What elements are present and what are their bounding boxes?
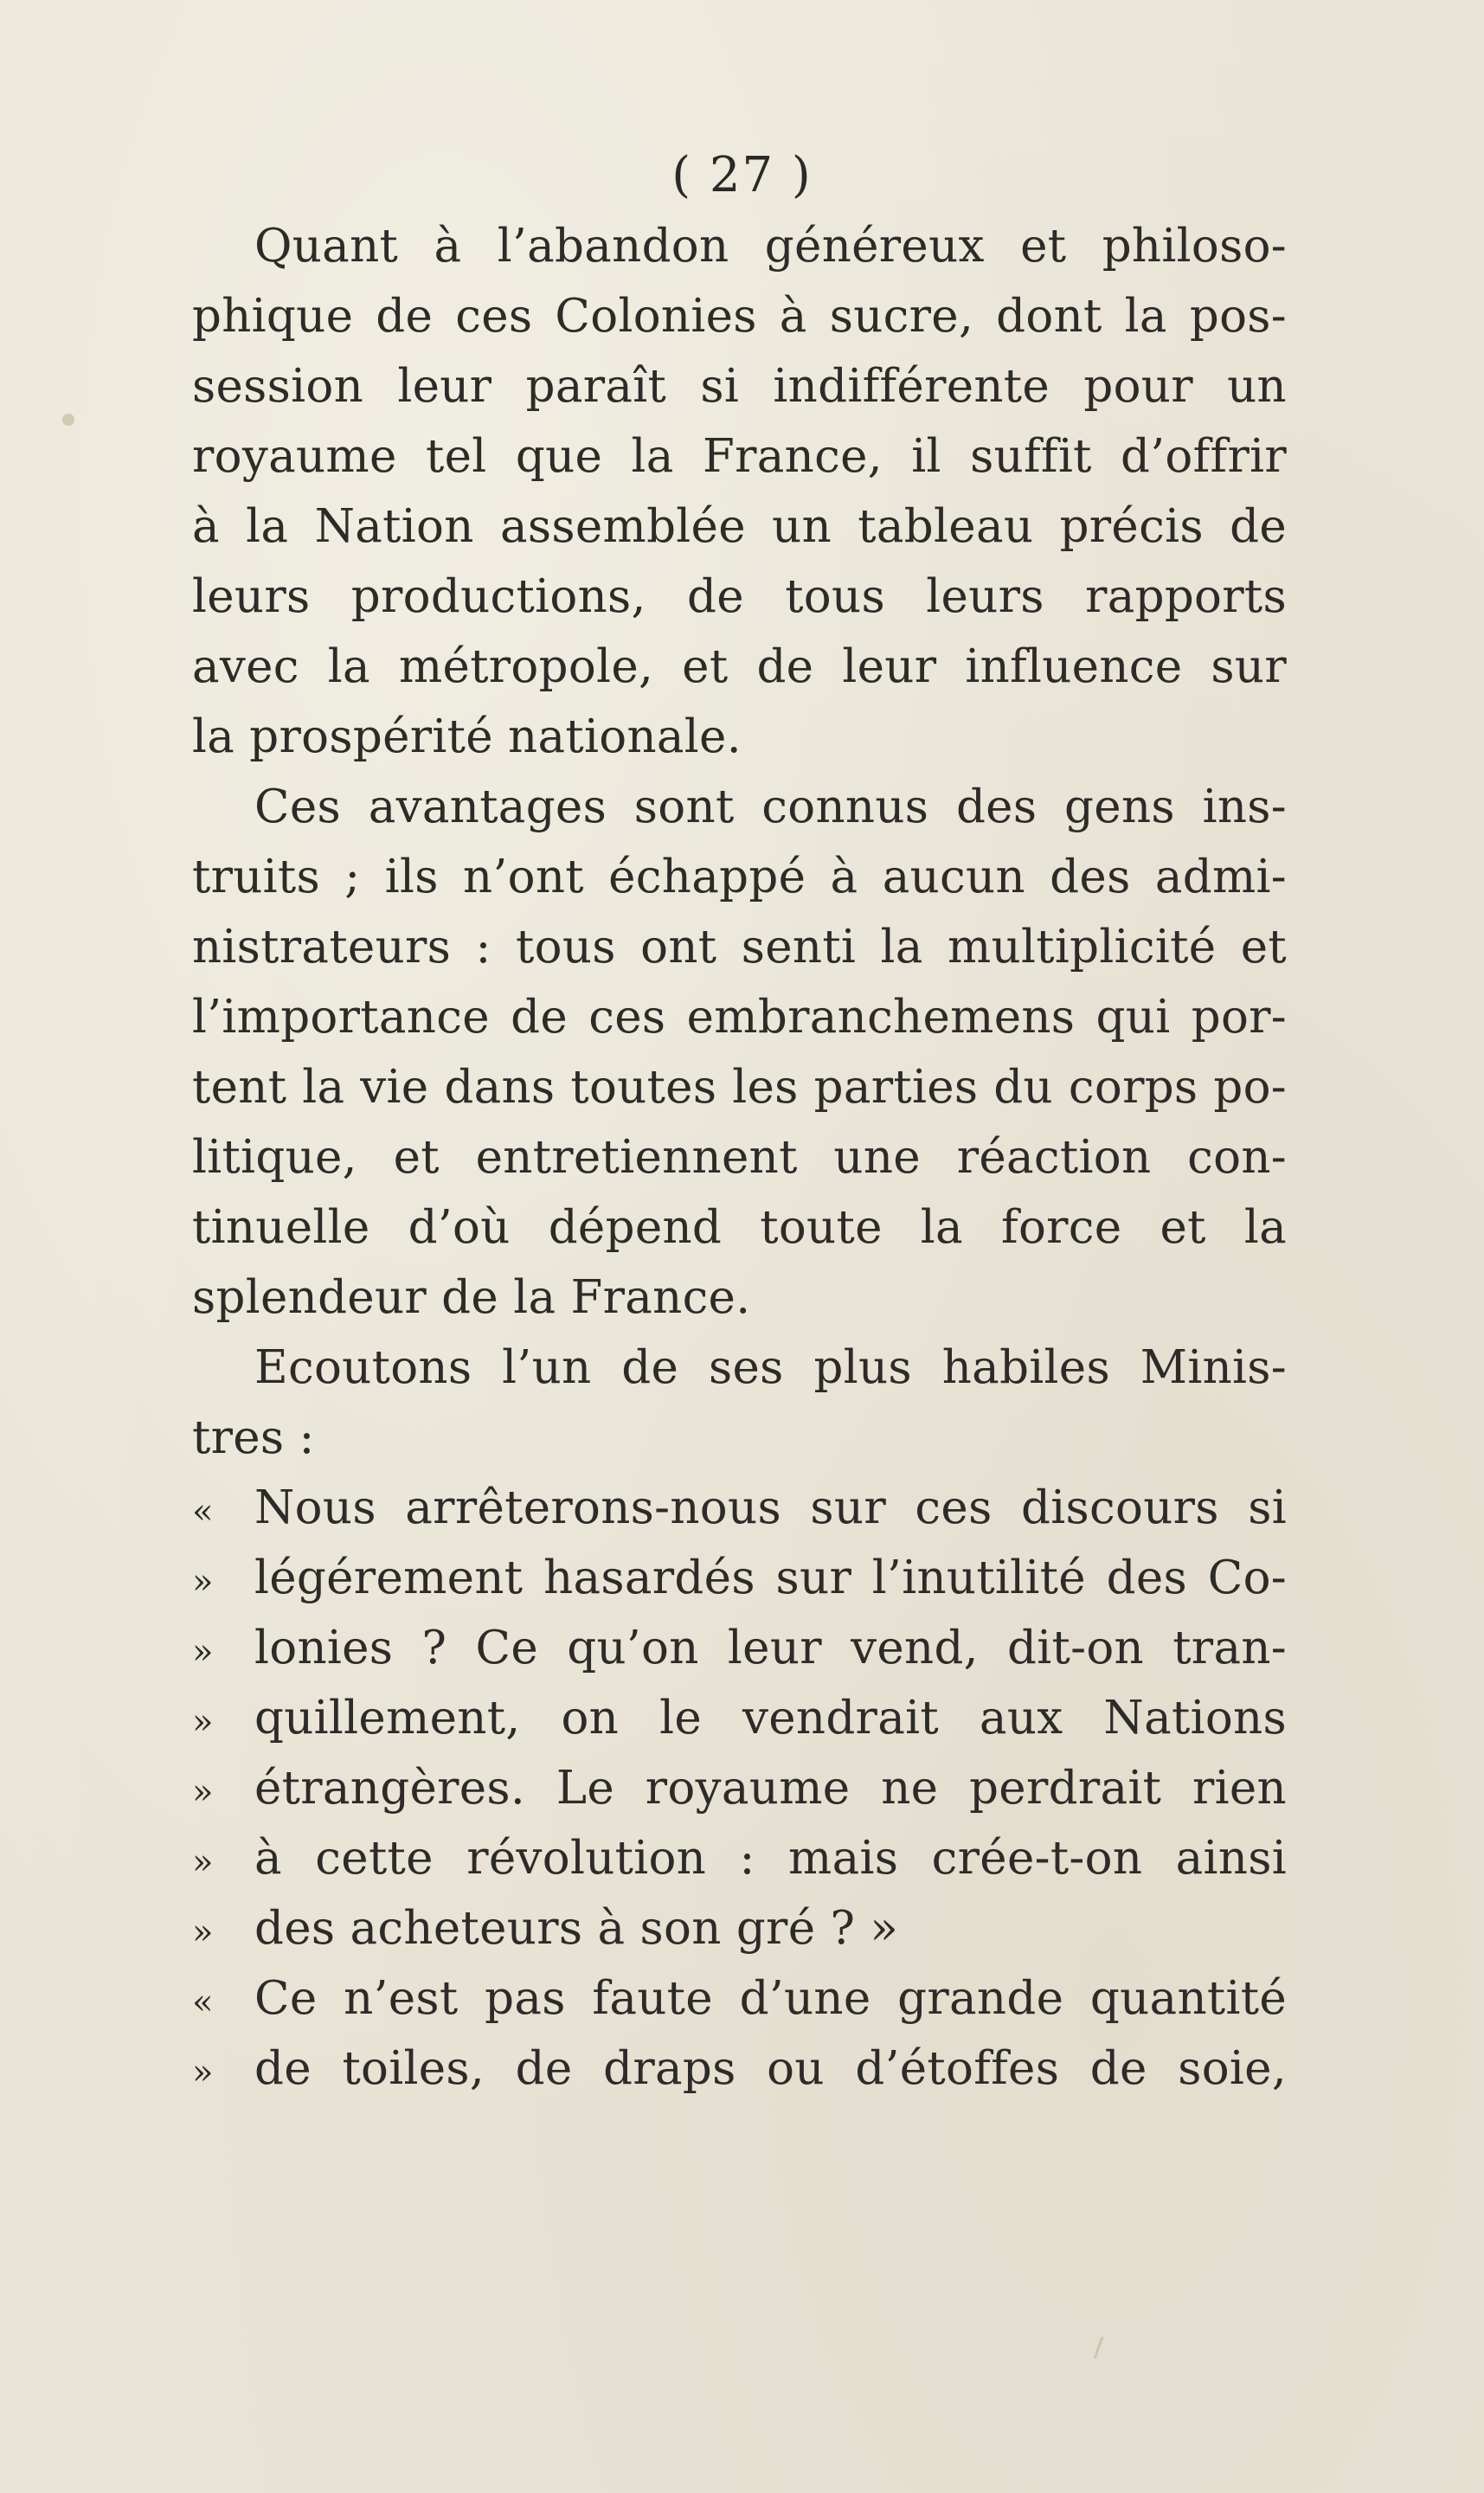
- text-line: tres :: [192, 1411, 315, 1464]
- quote-line: [192, 1543, 1287, 1613]
- quote-text: légérement hasardés sur l’inutilité des Co-: [254, 1552, 1287, 1604]
- guillemet-mark: »: [192, 1632, 214, 1672]
- quote-text: Nous arrêterons-nous sur ces discours si: [254, 1481, 1287, 1534]
- quote-text: lonies ? Ce qu’on leur vend, dit-on tran-: [254, 1622, 1287, 1674]
- text-line: avec la métropole, et de leur influence sur: [192, 640, 1287, 693]
- guillemet-mark: »: [192, 1912, 214, 1952]
- text-line: Quant à l’abandon généreux et philoso-: [254, 220, 1287, 273]
- quote-text: de toiles, de draps ou d’étoffes de soie,: [254, 2042, 1287, 2095]
- text-line: truits ; ils n’ont échappé à aucun des admi-: [192, 851, 1287, 903]
- text-line: nistrateurs : tous ont senti la multiplicité et: [192, 921, 1287, 973]
- quote-text: Ce n’est pas faute d’une grande quantité: [254, 1972, 1287, 2025]
- text-line: tinuelle d’où dépend toute la force et la: [192, 1201, 1287, 1254]
- guillemet-mark: »: [192, 1772, 214, 1812]
- text-line: royaume tel que la France, il suffit d’offrir: [192, 430, 1287, 483]
- text-line: phique de ces Colonies à sucre, dont la pos-: [192, 290, 1287, 343]
- quotation-1: [192, 1473, 1287, 1963]
- quote-line: [192, 2034, 1287, 2104]
- paragraph-2: [192, 772, 1287, 1333]
- quote-line: [192, 1893, 1287, 1963]
- text-line: tent la vie dans toutes les parties du corps po-: [192, 1061, 1287, 1114]
- quote-text: des acheteurs à son gré ? »: [254, 1902, 899, 1955]
- text-line: Ces avantages sont connus des gens ins-: [254, 781, 1287, 833]
- quotation-2: [192, 1963, 1287, 2104]
- quote-line: [192, 1963, 1287, 2034]
- paper-spot: [62, 414, 74, 426]
- quote-text: étrangères. Le royaume ne perdrait rien: [254, 1762, 1287, 1815]
- guillemet-mark: »: [192, 1702, 214, 1742]
- paragraph-3: [192, 1333, 1287, 1473]
- quote-line: [192, 1473, 1287, 1543]
- page-number: ( 27 ): [671, 147, 813, 203]
- guillemet-mark: «: [192, 1492, 214, 1532]
- quote-line: [192, 1753, 1287, 1823]
- guillemet-mark: »: [192, 1842, 214, 1882]
- text-line: litique, et entretiennent une réaction con-: [192, 1131, 1287, 1184]
- paper-speck: [1094, 2336, 1104, 2358]
- text-line: Ecoutons l’un de ses plus habiles Minis-: [254, 1341, 1287, 1394]
- quote-line: [192, 1683, 1287, 1753]
- text-line: splendeur de la France.: [192, 1271, 751, 1324]
- quote-text: à cette révolution : mais crée-t-on ainsi: [254, 1832, 1287, 1885]
- body-text: [192, 211, 1287, 2104]
- guillemet-mark: «: [192, 1982, 214, 2022]
- text-line: à la Nation assemblée un tableau précis de: [192, 500, 1287, 553]
- quote-line: [192, 1823, 1287, 1893]
- guillemet-mark: »: [192, 2053, 214, 2092]
- quote-text: quillement, on le vendrait aux Nations: [254, 1692, 1287, 1744]
- quote-line: [192, 1613, 1287, 1683]
- paragraph-1: [192, 211, 1287, 772]
- text-line: l’importance de ces embranchemens qui por-: [192, 991, 1287, 1044]
- guillemet-mark: »: [192, 1562, 214, 1602]
- text-line: leurs productions, de tous leurs rapports: [192, 570, 1287, 623]
- text-line: session leur paraît si indifférente pour un: [192, 360, 1287, 413]
- text-line: la prospérité nationale.: [192, 710, 742, 763]
